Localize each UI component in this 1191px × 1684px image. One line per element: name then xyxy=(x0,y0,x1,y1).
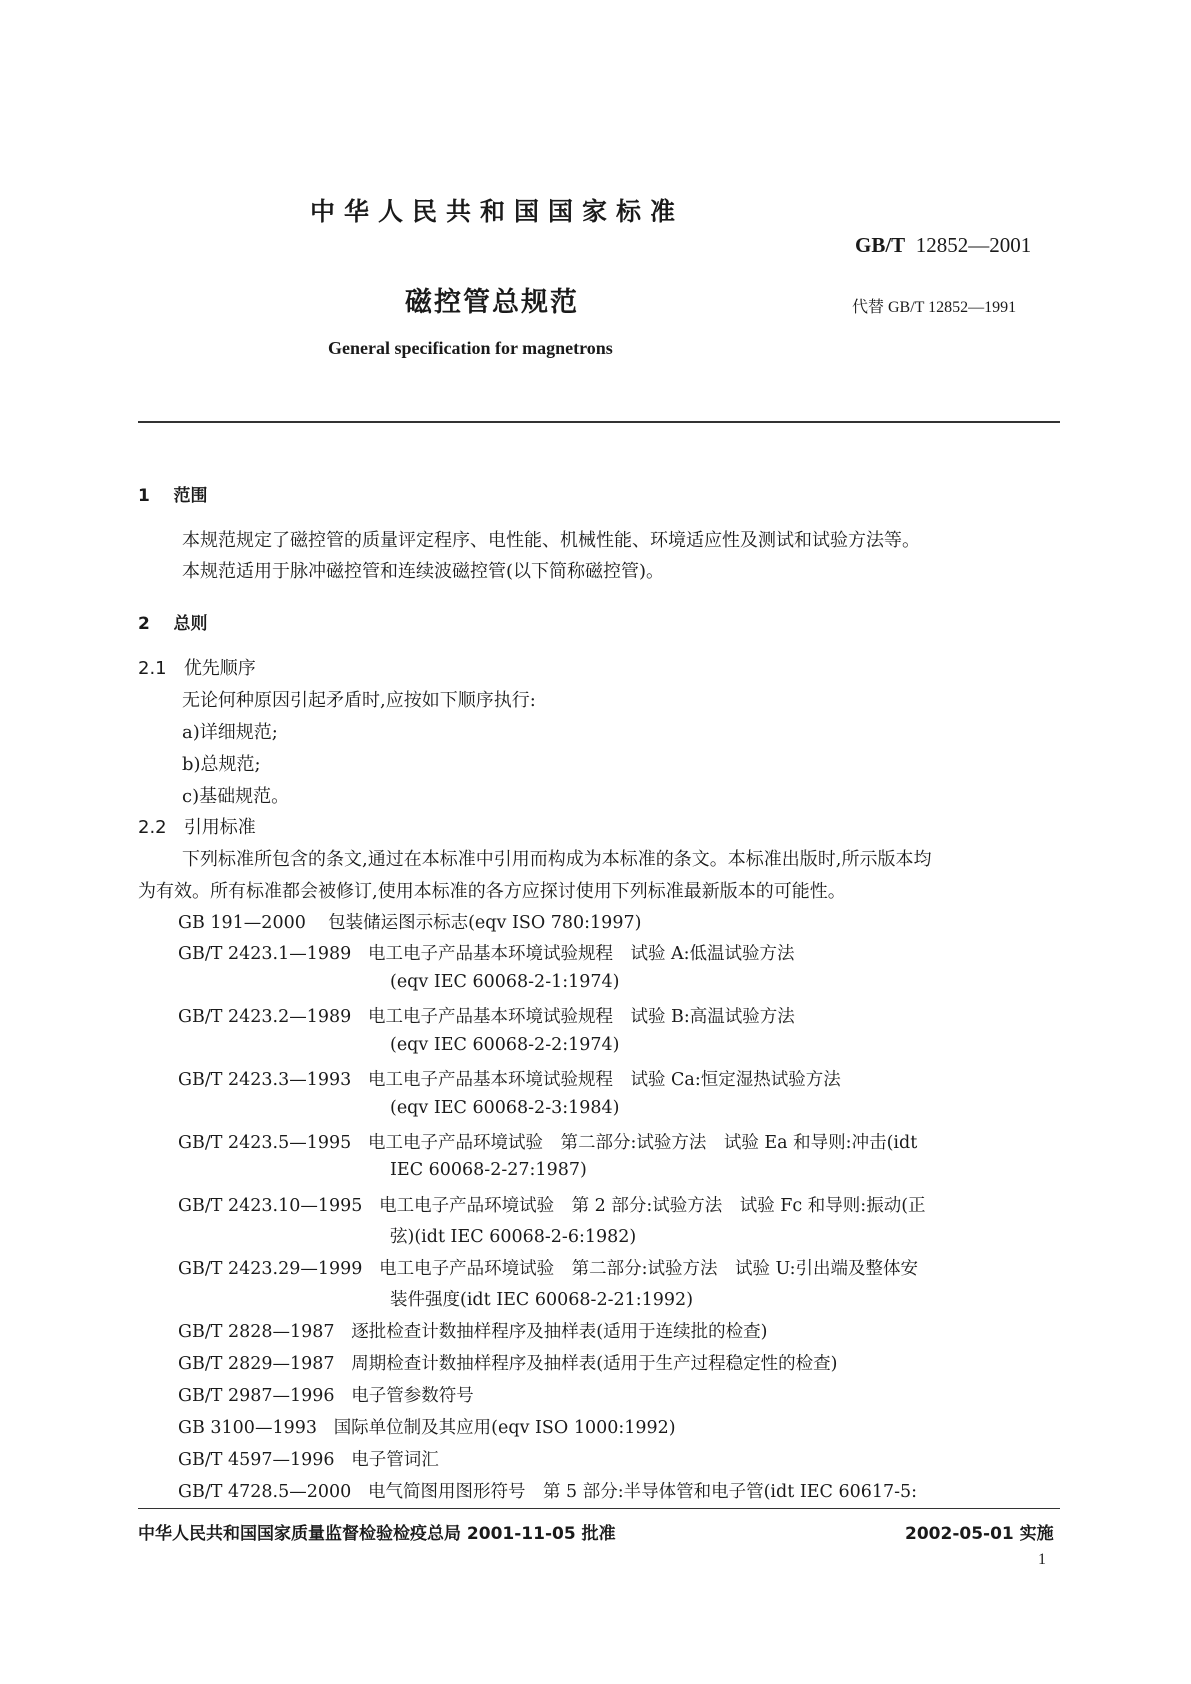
standard-code: 12852—2001 xyxy=(915,233,1032,257)
header-divider xyxy=(138,421,1060,423)
reference-item-continuation: (eqv IEC 60068-2-2:1974) xyxy=(390,1035,620,1055)
reference-item: GB/T 4597—1996 电子管词汇 xyxy=(178,1450,439,1470)
reference-item: GB 3100—1993 国际单位制及其应用(eqv ISO 1000:1992) xyxy=(178,1418,676,1438)
standard-prefix: GB/T xyxy=(855,233,906,257)
document-title: 磁控管总规范 xyxy=(405,287,579,318)
reference-item: GB/T 2423.29—1999 电工电子产品环境试验 第二部分:试验方法 试验 U:引出端及整体安 xyxy=(178,1259,919,1279)
reference-item: GB/T 2423.1—1989 电工电子产品基本环境试验规程 试验 A:低温试验方法 xyxy=(178,944,795,964)
section-1-heading: 1 范围 xyxy=(138,486,208,506)
replaces-note: 代替 GB/T 12852—1991 xyxy=(852,299,1017,316)
section-2-2-paragraph-line-1: 下列标准所包含的条文,通过在本标准中引用而构成为本标准的条文。本标准出版时,所示版本均 xyxy=(182,849,932,870)
page-number: 1 xyxy=(1038,1551,1046,1568)
section-2-2-paragraph-line-2: 为有效。所有标准都会被修订,使用本标准的各方应探讨使用下列标准最新版本的可能性。 xyxy=(138,881,846,902)
reference-item: GB 191—2000 包装储运图示标志(eqv ISO 780:1997) xyxy=(178,913,642,933)
reference-item-continuation: (eqv IEC 60068-2-1:1974) xyxy=(390,972,620,992)
reference-item-continuation: 装件强度(idt IEC 60068-2-21:1992) xyxy=(390,1290,694,1310)
reference-item: GB/T 2829—1987 周期检查计数抽样程序及抽样表(适用于生产过程稳定性的检查) xyxy=(178,1354,838,1374)
list-item-c: c)基础规范。 xyxy=(182,786,290,807)
section-2-1-heading: 2.1 优先顺序 xyxy=(138,658,256,679)
footer-divider xyxy=(138,1508,1060,1509)
org-title: 中华人民共和国国家标准 xyxy=(310,197,685,226)
reference-item: GB/T 2423.10—1995 电工电子产品环境试验 第 2 部分:试验方法 试验 Fc 和导则:振动(正 xyxy=(178,1196,926,1216)
section-2-heading: 2 总则 xyxy=(138,614,208,634)
list-item-a: a)详细规范; xyxy=(182,722,278,743)
reference-item: GB/T 2423.5—1995 电工电子产品环境试验 第二部分:试验方法 试验 Ea 和导则:冲击(idt xyxy=(178,1133,918,1153)
reference-item: GB/T 2828—1987 逐批检查计数抽样程序及抽样表(适用于连续批的检查) xyxy=(178,1322,768,1342)
section-1-paragraph-2: 本规范适用于脉冲磁控管和连续波磁控管(以下简称磁控管)。 xyxy=(182,561,665,582)
reference-item: GB/T 2423.3—1993 电工电子产品基本环境试验规程 试验 Ca:恒定湿热试验方法 xyxy=(178,1070,841,1090)
section-2-2-heading: 2.2 引用标准 xyxy=(138,817,256,838)
section-2-1-intro: 无论何种原因引起矛盾时,应按如下顺序执行: xyxy=(182,690,536,711)
reference-item-continuation: IEC 60068-2-27:1987) xyxy=(390,1160,587,1180)
reference-item: GB/T 2423.2—1989 电工电子产品基本环境试验规程 试验 B:高温试验方法 xyxy=(178,1007,795,1027)
reference-item-continuation: (eqv IEC 60068-2-3:1984) xyxy=(390,1098,620,1118)
issuer-approval: 中华人民共和国国家质量监督检验检疫总局 2001-11-05 批准 xyxy=(138,1524,616,1544)
english-title: General specification for magnetrons xyxy=(328,338,613,358)
effective-date: 2002-05-01 实施 xyxy=(905,1524,1054,1544)
section-1-paragraph-1: 本规范规定了磁控管的质量评定程序、电性能、机械性能、环境适应性及测试和试验方法等。 xyxy=(182,530,920,551)
reference-item: GB/T 2987—1996 电子管参数符号 xyxy=(178,1386,474,1406)
reference-item: GB/T 4728.5—2000 电气简图用图形符号 第 5 部分:半导体管和电子管(idt IEC 60617-5: xyxy=(178,1482,918,1502)
list-item-b: b)总规范; xyxy=(182,754,261,775)
standard-number xyxy=(855,233,1031,258)
reference-item-continuation: 弦)(idt IEC 60068-2-6:1982) xyxy=(390,1227,637,1247)
